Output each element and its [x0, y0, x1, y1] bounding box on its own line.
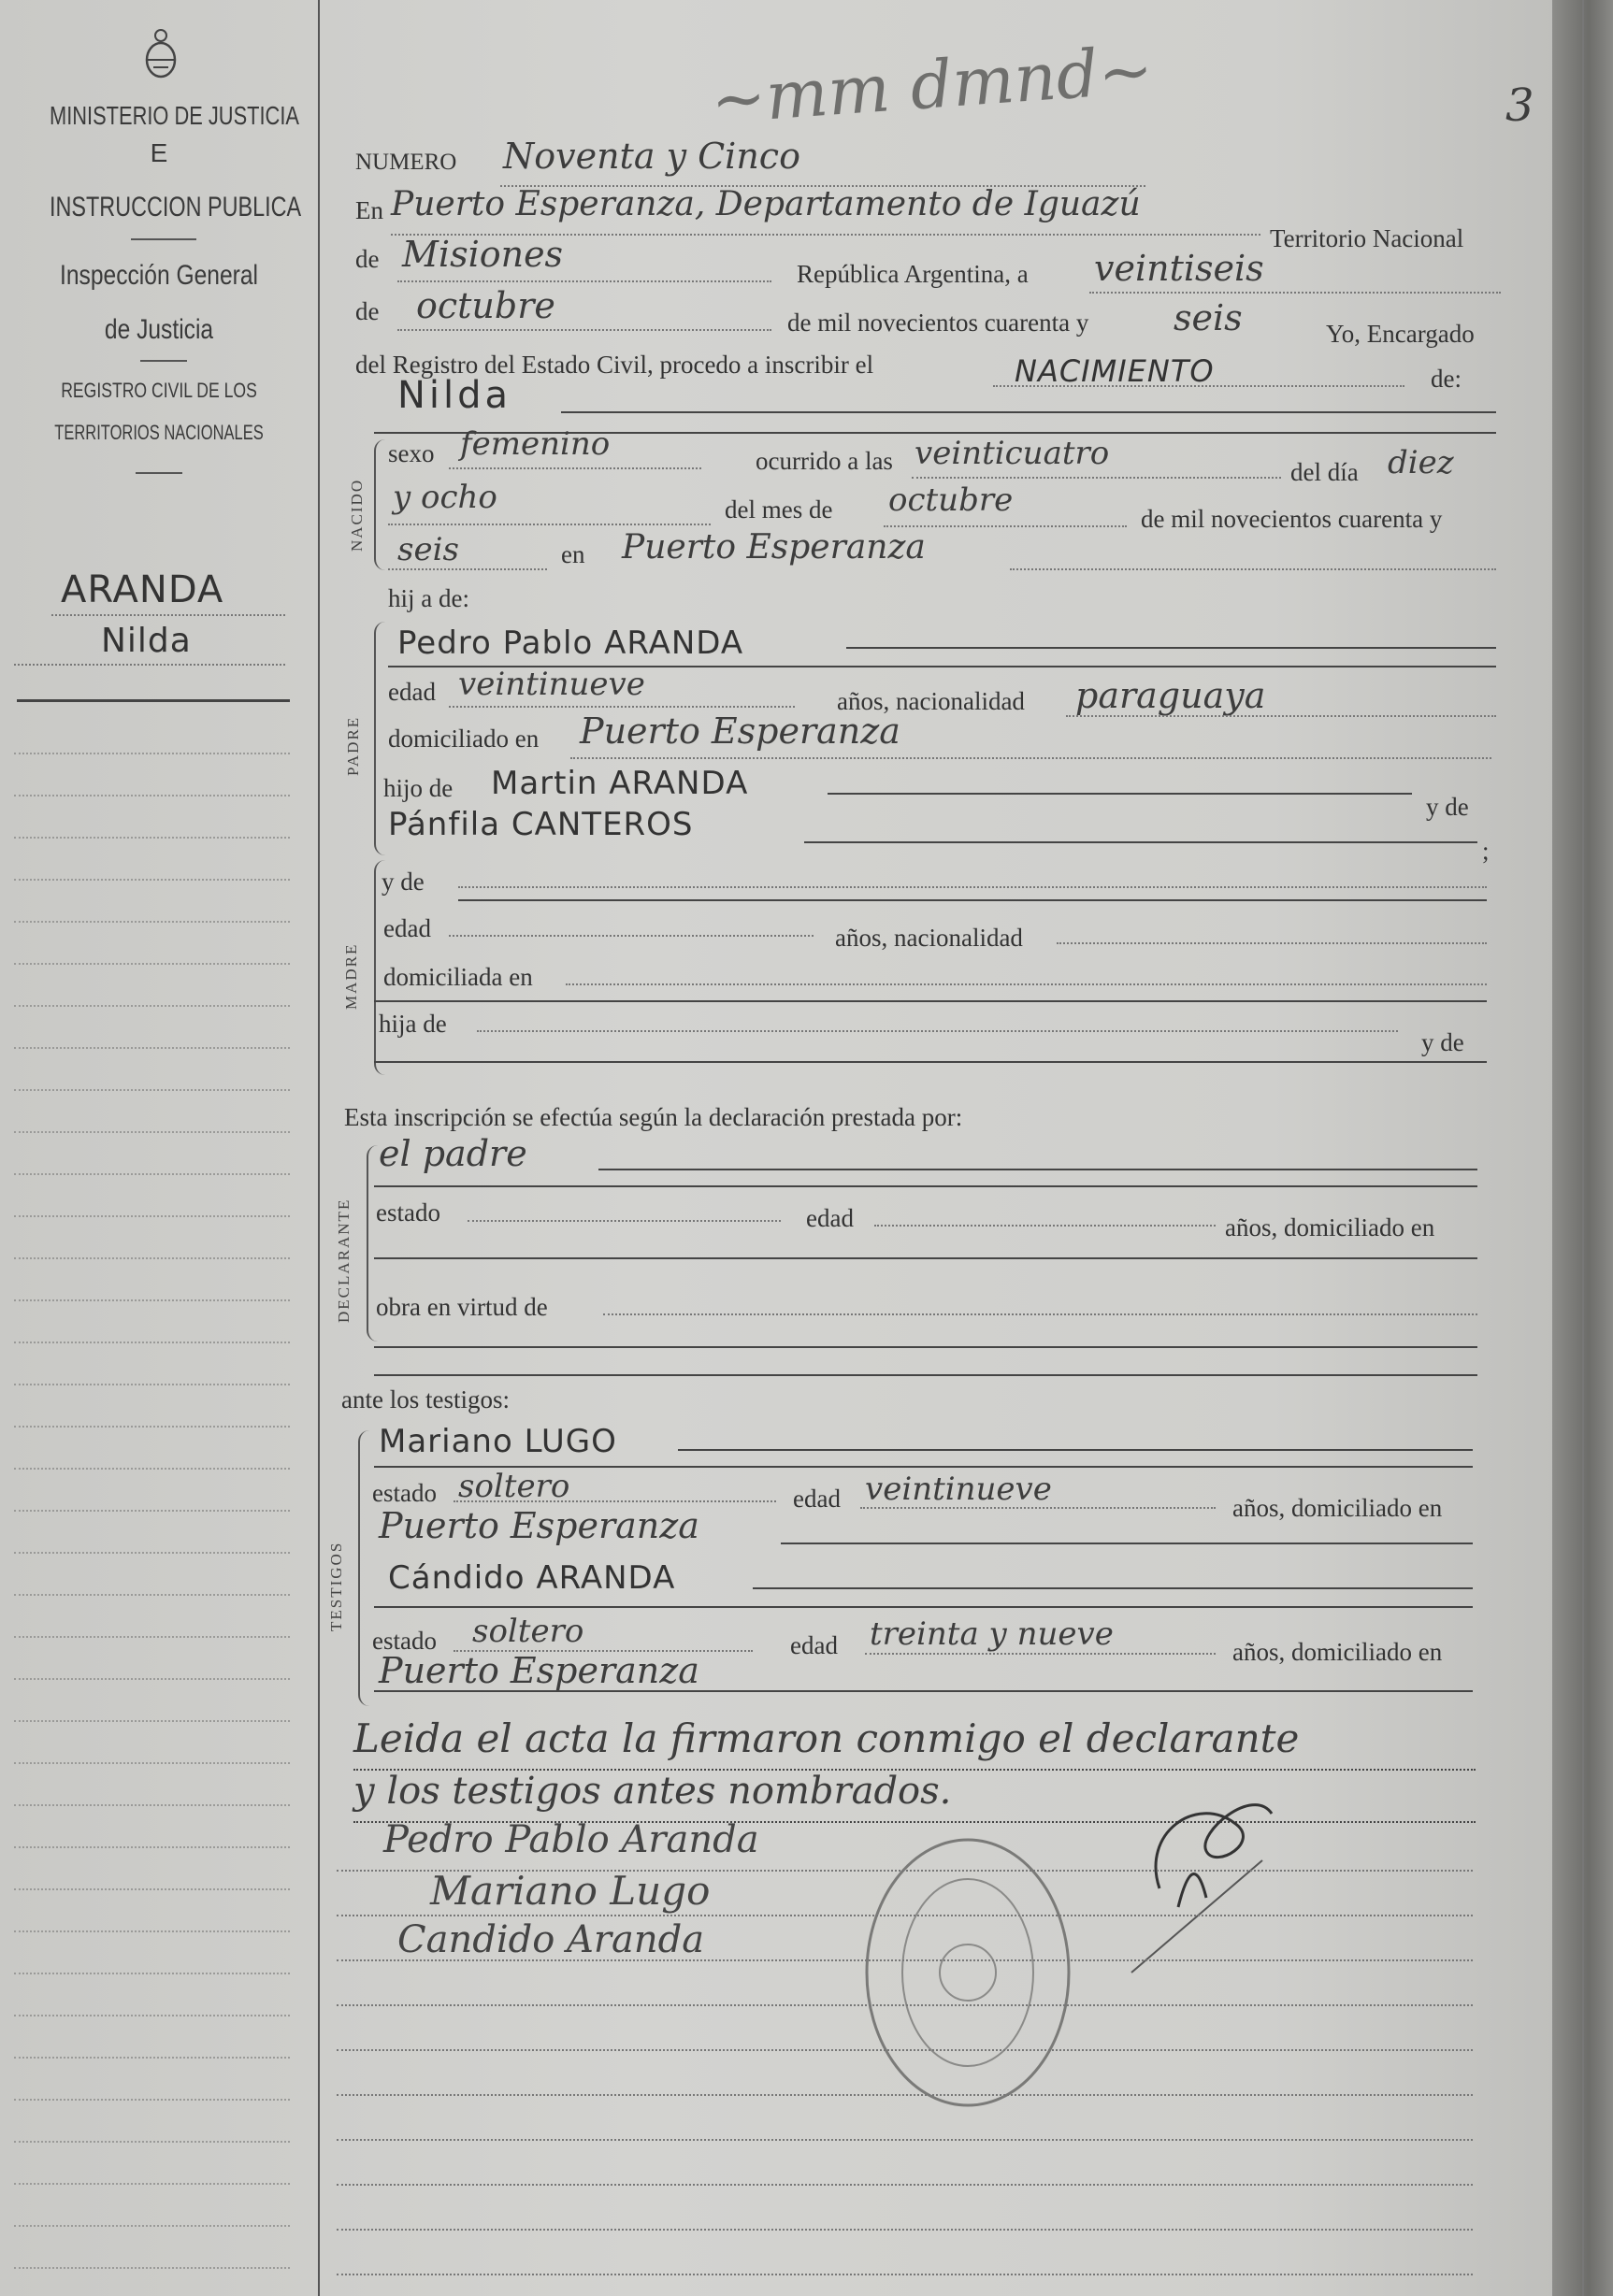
registry-title: REGISTRO CIVIL DE LOS [61, 379, 257, 402]
republica-label: República Argentina, a [797, 260, 1029, 288]
sidebar-ruled-line [14, 2099, 290, 2101]
rule [828, 793, 1412, 795]
madre-domicilio-label: domiciliada en [383, 963, 533, 991]
del-dia-label: del día [1290, 458, 1359, 486]
rule [598, 1169, 1477, 1170]
closing-line2: y los testigos antes nombrados. [353, 1770, 952, 1813]
rule [374, 1690, 1473, 1692]
official-seal [860, 1832, 1075, 2113]
act-type: NACIMIENTO [1015, 353, 1215, 389]
sidebar-ruled-line [14, 1131, 290, 1133]
sexo-label: sexo [388, 439, 435, 467]
sidebar-ruled-line [14, 1594, 290, 1596]
madre-hija-label: hija de [379, 1010, 447, 1038]
inspection-title: Inspección General [60, 260, 258, 291]
dotted-line [860, 1507, 1216, 1509]
testigo2-edad-label: edad [790, 1631, 838, 1659]
sidebar-ruled-line [14, 1215, 290, 1217]
page-mark: 3 [1505, 79, 1534, 132]
sidebar-ruled-line [14, 753, 290, 754]
madre-anos-nac: años, nacionalidad [835, 924, 1023, 952]
dotted-line [14, 664, 285, 666]
ruled-line [337, 2184, 1473, 2186]
ministry-name: MINISTERIO DE JUSTICIA [50, 101, 299, 130]
sidebar-ruled-line [14, 2015, 290, 2016]
declarante-obra-label: obra en virtud de [376, 1293, 548, 1321]
province: Misiones [402, 234, 564, 275]
sidebar-ruled-line [14, 879, 290, 881]
sidebar-ruled-line [14, 1720, 290, 1722]
padre-domicilio: Puerto Esperanza [580, 710, 900, 752]
dia-1: diez [1388, 444, 1454, 481]
declarante-label: DECLARANTE [335, 1198, 353, 1323]
registrar-signature-icon [1122, 1776, 1309, 1982]
dia-2: y ocho [393, 479, 497, 516]
sidebar-ruled-line [14, 1973, 290, 1974]
brace [374, 439, 385, 570]
testigo2-edad: treinta y nueve [870, 1615, 1114, 1653]
sidebar-ruled-line [14, 1552, 290, 1554]
ministry-instruction: INSTRUCCION PUBLICA [50, 192, 302, 222]
rule [374, 1257, 1477, 1259]
testigo1-estado: soltero [458, 1468, 570, 1505]
rule [846, 647, 1496, 649]
sidebar-ruled-line [14, 2057, 290, 2059]
padre-hijo-label: hijo de [383, 774, 454, 802]
registro-label: del Registro del Estado Civil, procedo a inscribir el [355, 351, 874, 379]
divider [140, 360, 187, 362]
rule [458, 899, 1487, 901]
testigo2-estado-label: estado [372, 1627, 437, 1655]
dotted-line [51, 614, 285, 616]
sidebar-ruled-line [14, 1089, 290, 1091]
padre-y-de: y de [1426, 793, 1469, 821]
testigo1-edad: veintinueve [865, 1471, 1052, 1508]
dotted-line [570, 757, 1491, 759]
dotted-line [477, 1030, 1398, 1032]
dotted-line [1066, 715, 1496, 717]
sidebar-given-name: Nilda [101, 622, 192, 660]
brace [358, 1430, 369, 1706]
testigo2-name: Cándido ARANDA [388, 1559, 676, 1597]
sidebar-ruled-line [14, 1678, 290, 1680]
dotted-line [912, 477, 1281, 479]
rule [678, 1449, 1473, 1451]
margin-rule-right [1582, 0, 1584, 2296]
padre-father: Martin ARANDA [491, 765, 749, 802]
dotted-line [468, 1220, 781, 1222]
de-label: de [355, 245, 380, 273]
inspection-subtitle: de Justicia [104, 314, 214, 345]
rule [374, 1374, 1477, 1376]
sidebar-ruled-line [14, 2267, 290, 2269]
sidebar-ruled-line [14, 2183, 290, 2185]
declarante-name: el padre [379, 1133, 527, 1174]
testigo2-domicilio: Puerto Esperanza [379, 1650, 699, 1691]
sidebar-ruled-line [14, 1257, 290, 1259]
declarante-edad-label: edad [806, 1204, 854, 1232]
testigo2-estado: soltero [472, 1613, 584, 1650]
padre-mother: Pánfila CANTEROS [388, 806, 694, 843]
dotted-line [388, 568, 547, 570]
dotted-line [993, 385, 1404, 387]
dotted-line [388, 524, 711, 525]
rule [561, 411, 1496, 413]
ruled-line [337, 1959, 1473, 1961]
rule [374, 1185, 1477, 1187]
padre-name: Pedro Pablo ARANDA [397, 624, 744, 662]
sidebar-ruled-line [14, 1510, 290, 1512]
padre-nacionalidad: paraguaya [1075, 675, 1266, 716]
dotted-line [449, 467, 701, 469]
sidebar-ruled-line [14, 1384, 290, 1385]
dotted-line [397, 280, 771, 282]
rule [804, 841, 1477, 843]
nacido-name: Nilda [397, 374, 512, 417]
ocurrido-label: ocurrido a las [756, 447, 893, 475]
sidebar-ruled-line [14, 1636, 290, 1638]
de-label: de [355, 297, 380, 325]
year-text: seis [1174, 297, 1243, 338]
ruled-line [337, 2274, 1473, 2275]
declarante-intro: Esta inscripción se efectúa según la declaración prestada por: [344, 1103, 963, 1131]
sidebar-ruled-line [14, 1047, 290, 1049]
dotted-line [1089, 292, 1501, 294]
sidebar-ruled-line [14, 1342, 290, 1343]
ruled-line [337, 1915, 1473, 1916]
sidebar-ruled-line [14, 1930, 290, 1932]
testigos-intro: ante los testigos: [341, 1385, 510, 1413]
sidebar-ruled-line [14, 1005, 290, 1007]
testigo1-edad-label: edad [793, 1485, 841, 1513]
padre-edad: veintinueve [458, 666, 645, 703]
signature-mariano: Mariano Lugo [430, 1868, 711, 1914]
mes: octubre [888, 481, 1014, 519]
brace [374, 622, 385, 855]
dotted-line [449, 706, 795, 708]
ruled-line [337, 2139, 1473, 2141]
lugar: Puerto Esperanza [622, 528, 926, 567]
sidebar-ruled-line [14, 795, 290, 796]
day-text: veintiseis [1094, 248, 1264, 289]
padre-domicilio-label: domiciliado en [388, 725, 540, 753]
territorio-label: Territorio Nacional [1270, 224, 1464, 252]
padre-anos-nac: años, nacionalidad [837, 687, 1025, 715]
yo-label: Yo, Encargado [1326, 320, 1475, 348]
ruled-line [337, 2229, 1473, 2231]
testigo1-anos-dom: años, domiciliado en [1232, 1494, 1443, 1522]
rule [374, 1061, 1487, 1063]
ruled-line [337, 2094, 1473, 2096]
padre-label: PADRE [344, 715, 362, 776]
ruled-line [337, 2049, 1473, 2051]
top-scribble: ~mm dmnd~ [708, 31, 1156, 139]
year-label: de mil novecientos cuarenta y [787, 309, 1089, 337]
ruled-line [337, 2004, 1473, 2006]
sidebar-ruled-line [14, 2225, 290, 2227]
sidebar-ruled-line [14, 921, 290, 923]
sidebar-ruled-line [14, 1173, 290, 1175]
registry-subtitle: TERRITORIOS NACIONALES [54, 421, 264, 444]
month: octubre [416, 285, 555, 326]
dotted-line [874, 1225, 1216, 1227]
sexo: femenino [460, 425, 611, 463]
padre-edad-label: edad [388, 678, 436, 706]
closing-line1: Leida el acta la firmaron conmigo el declarante [353, 1715, 1300, 1761]
divider [131, 238, 196, 240]
rule [374, 1000, 1487, 1002]
dotted-line [603, 1313, 1477, 1315]
anio: seis [397, 531, 459, 568]
testigo1-domicilio: Puerto Esperanza [379, 1505, 699, 1546]
place: Puerto Esperanza, Departamento de Iguazú [391, 185, 1141, 223]
numero-value: Noventa y Cinco [503, 136, 800, 177]
madre-y-de-label: y de [382, 868, 425, 896]
rule [781, 1543, 1473, 1544]
sidebar-ruled-line [14, 1804, 290, 1806]
sidebar-rule [17, 699, 290, 702]
madre-edad-label: edad [383, 914, 431, 942]
dotted-line [1057, 942, 1487, 944]
semicolon: ; [1482, 837, 1490, 865]
dotted-line [397, 329, 771, 331]
testigo1-estado-label: estado [372, 1479, 437, 1507]
dotted-line [1010, 568, 1496, 570]
madre-label: MADRE [342, 942, 360, 1010]
coat-of-arms-icon [140, 26, 181, 80]
dotted-line [566, 983, 1487, 985]
testigo2-anos-dom: años, domiciliado en [1232, 1638, 1443, 1666]
margin-rule-left [318, 0, 320, 2296]
sidebar-ruled-line [14, 1468, 290, 1470]
de-colon: de: [1431, 365, 1462, 393]
sidebar-ruled-line [14, 1888, 290, 1890]
rule [753, 1587, 1473, 1589]
ruled-line [337, 1870, 1473, 1872]
ministry-conj: E [150, 138, 168, 167]
sidebar-surname: ARANDA [61, 568, 224, 611]
numero-label: NUMERO [355, 150, 457, 175]
sidebar-ruled-line [14, 1762, 290, 1764]
sidebar-ruled-line [14, 2141, 290, 2143]
sidebar-ruled-line [14, 1299, 290, 1301]
declarante-estado-label: estado [376, 1198, 440, 1227]
signature-candido: Candido Aranda [397, 1918, 705, 1961]
testigos-label: TESTIGOS [327, 1541, 345, 1631]
nacido-en-label: en [561, 540, 585, 568]
declarante-anos-dom: años, domiciliado en [1225, 1213, 1435, 1241]
rule [374, 1606, 1473, 1608]
sidebar-ruled-line [14, 837, 290, 839]
hora: veinticuatro [915, 435, 1110, 472]
dotted-line [884, 525, 1127, 527]
rule [374, 1346, 1477, 1348]
testigo1-name: Mariano LUGO [379, 1423, 617, 1460]
dotted-line [449, 935, 814, 937]
sidebar-ruled-line [14, 1846, 290, 1848]
del-mes-label: del mes de [725, 495, 833, 524]
dotted-line [865, 1653, 1216, 1655]
dotted-line [454, 1500, 776, 1502]
en-label: En [355, 196, 383, 224]
madre-y-de-end: y de [1421, 1028, 1464, 1056]
sidebar-ruled-line [14, 1426, 290, 1428]
nacido-label: NACIDO [348, 478, 366, 552]
hija-label: hij a de: [388, 584, 469, 612]
signature-pedro: Pedro Pablo Aranda [383, 1818, 759, 1861]
dotted-line [458, 886, 1487, 888]
divider [136, 472, 182, 474]
sidebar-ruled-line [14, 963, 290, 965]
mil-label: de mil novecientos cuarenta y [1141, 505, 1443, 533]
